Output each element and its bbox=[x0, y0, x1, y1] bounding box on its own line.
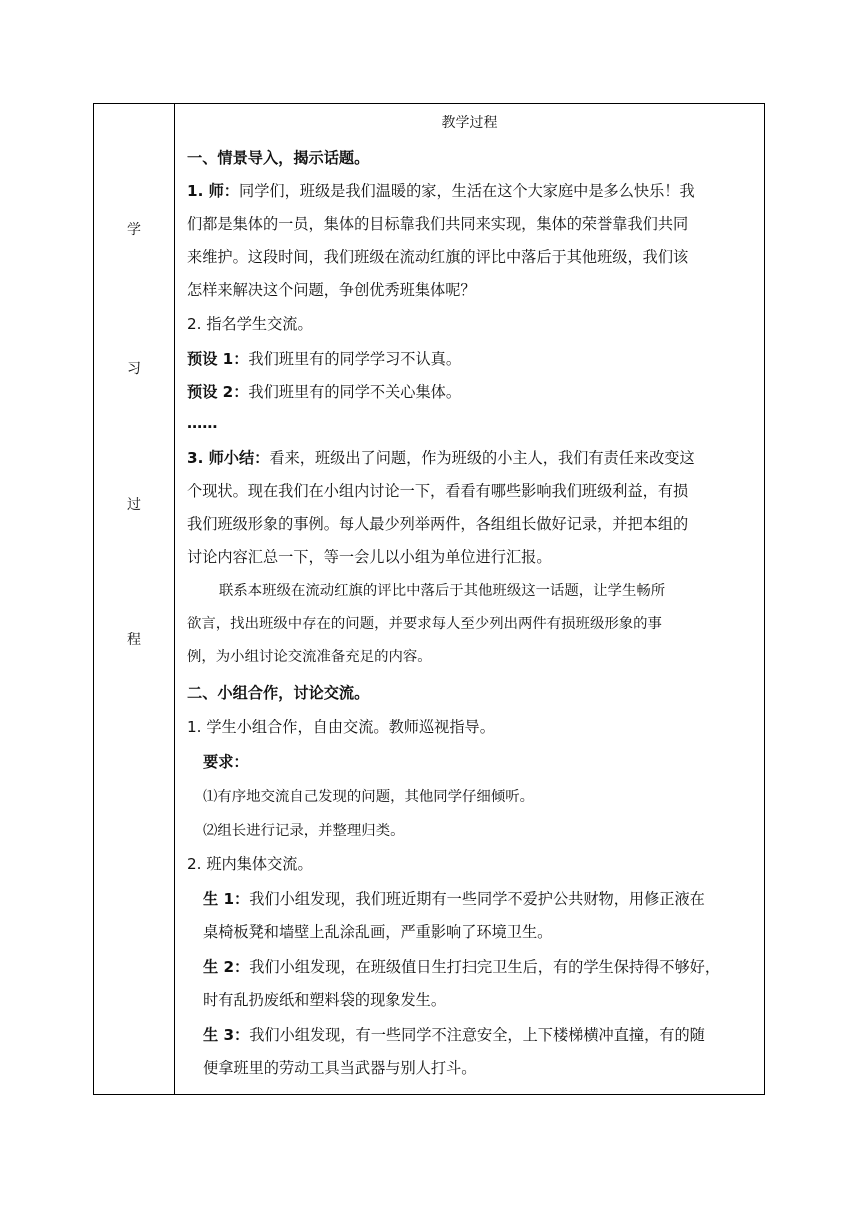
student-line: 便拿班里的劳动工具当武器与别人打斗。 bbox=[203, 1059, 477, 1077]
paragraph-line bbox=[187, 382, 754, 402]
preset-label: 预设 1： bbox=[187, 350, 249, 368]
paragraph-text: 我们小组发现，在班级值日生打扫完卫生后，有的学生保持得不够好， bbox=[249, 958, 721, 976]
section-title: 二、小组合作，讨论交流。 bbox=[187, 684, 370, 702]
section-title: 一、情景导入，揭示话题。 bbox=[187, 149, 370, 167]
left-column-char: 过 bbox=[127, 497, 141, 513]
paragraph-line: 1. 学生小组合作，自由交流。教师巡视指导。 bbox=[187, 718, 495, 736]
table-header: 教学过程 bbox=[441, 115, 498, 131]
paragraph-line: 我们班级形象的事例。每人最少列举两件，各组组长做好记录，并把本组的 bbox=[187, 515, 689, 533]
student-label: 生 1： bbox=[203, 890, 250, 908]
left-column-char: 习 bbox=[127, 361, 141, 377]
student-label: 生 3： bbox=[203, 1026, 250, 1044]
paragraph-line: 讨论内容汇总一下，等一会儿以小组为单位进行汇报。 bbox=[187, 548, 552, 566]
speaker-label: 1. 师： bbox=[187, 182, 239, 200]
student-line bbox=[203, 889, 754, 909]
lesson-table bbox=[93, 103, 765, 1095]
paragraph-text: 我们班里有的同学学习不认真。 bbox=[248, 350, 462, 368]
paragraph-line bbox=[187, 448, 754, 468]
student-line: 时有乱扔废纸和塑料袋的现象发生。 bbox=[203, 991, 446, 1009]
paragraph-line bbox=[187, 181, 754, 201]
student-label: 生 2： bbox=[203, 958, 250, 976]
left-column-char: 学 bbox=[127, 222, 141, 238]
note-line: 联系本班级在流动红旗的评比中落后于其他班级这一话题，让学生畅所 bbox=[219, 583, 666, 599]
note-line: 例，为小组讨论交流准备充足的内容。 bbox=[187, 649, 432, 665]
note-line: 欲言，找出班级中存在的问题，并要求每人至少列出两件有损班级形象的事 bbox=[187, 616, 662, 632]
paragraph-line: 来维护。这段时间，我们班级在流动红旗的评比中落后于其他班级，我们该 bbox=[187, 248, 689, 266]
content-column bbox=[175, 104, 764, 1094]
paragraph-line: 2. 班内集体交流。 bbox=[187, 855, 313, 873]
paragraph-text: 我们小组发现，我们班近期有一些同学不爱护公共财物，用修正液在 bbox=[249, 890, 705, 908]
student-line bbox=[203, 1025, 754, 1045]
paragraph-text: 同学们，班级是我们温暖的家，生活在这个大家庭中是多么快乐！我 bbox=[239, 182, 695, 200]
paragraph-line: 2. 指名学生交流。 bbox=[187, 315, 313, 333]
requirement-item: ⑵组长进行记录，并整理归类。 bbox=[203, 823, 405, 839]
student-line: 桌椅板凳和墙壁上乱涂乱画，严重影响了环境卫生。 bbox=[203, 923, 553, 941]
preset-label: 预设 2： bbox=[187, 383, 249, 401]
paragraph-line: 个现状。现在我们在小组内讨论一下，看看有哪些影响我们班级利益，有损 bbox=[187, 482, 689, 500]
speaker-label: 3. 师小结： bbox=[187, 449, 270, 467]
paragraph-line bbox=[187, 349, 754, 369]
paragraph-line: 们都是集体的一员，集体的目标靠我们共同来实现，集体的荣誉靠我们共同 bbox=[187, 215, 689, 233]
ellipsis: …… bbox=[187, 414, 218, 432]
student-line bbox=[203, 957, 754, 977]
paragraph-text: 看来，班级出了问题，作为班级的小主人，我们有责任来改变这 bbox=[269, 449, 695, 467]
paragraph-text: 我们班里有的同学不关心集体。 bbox=[248, 383, 462, 401]
paragraph-line: 怎样来解决这个问题，争创优秀班集体呢？ bbox=[187, 281, 476, 299]
requirement-item: ⑴有序地交流自己发现的问题，其他同学仔细倾听。 bbox=[203, 789, 534, 805]
paragraph-text: 我们小组发现，有一些同学不注意安全，上下楼梯横冲直撞，有的随 bbox=[249, 1026, 705, 1044]
left-column-char: 程 bbox=[127, 632, 141, 648]
requirement-label: 要求： bbox=[203, 753, 249, 771]
